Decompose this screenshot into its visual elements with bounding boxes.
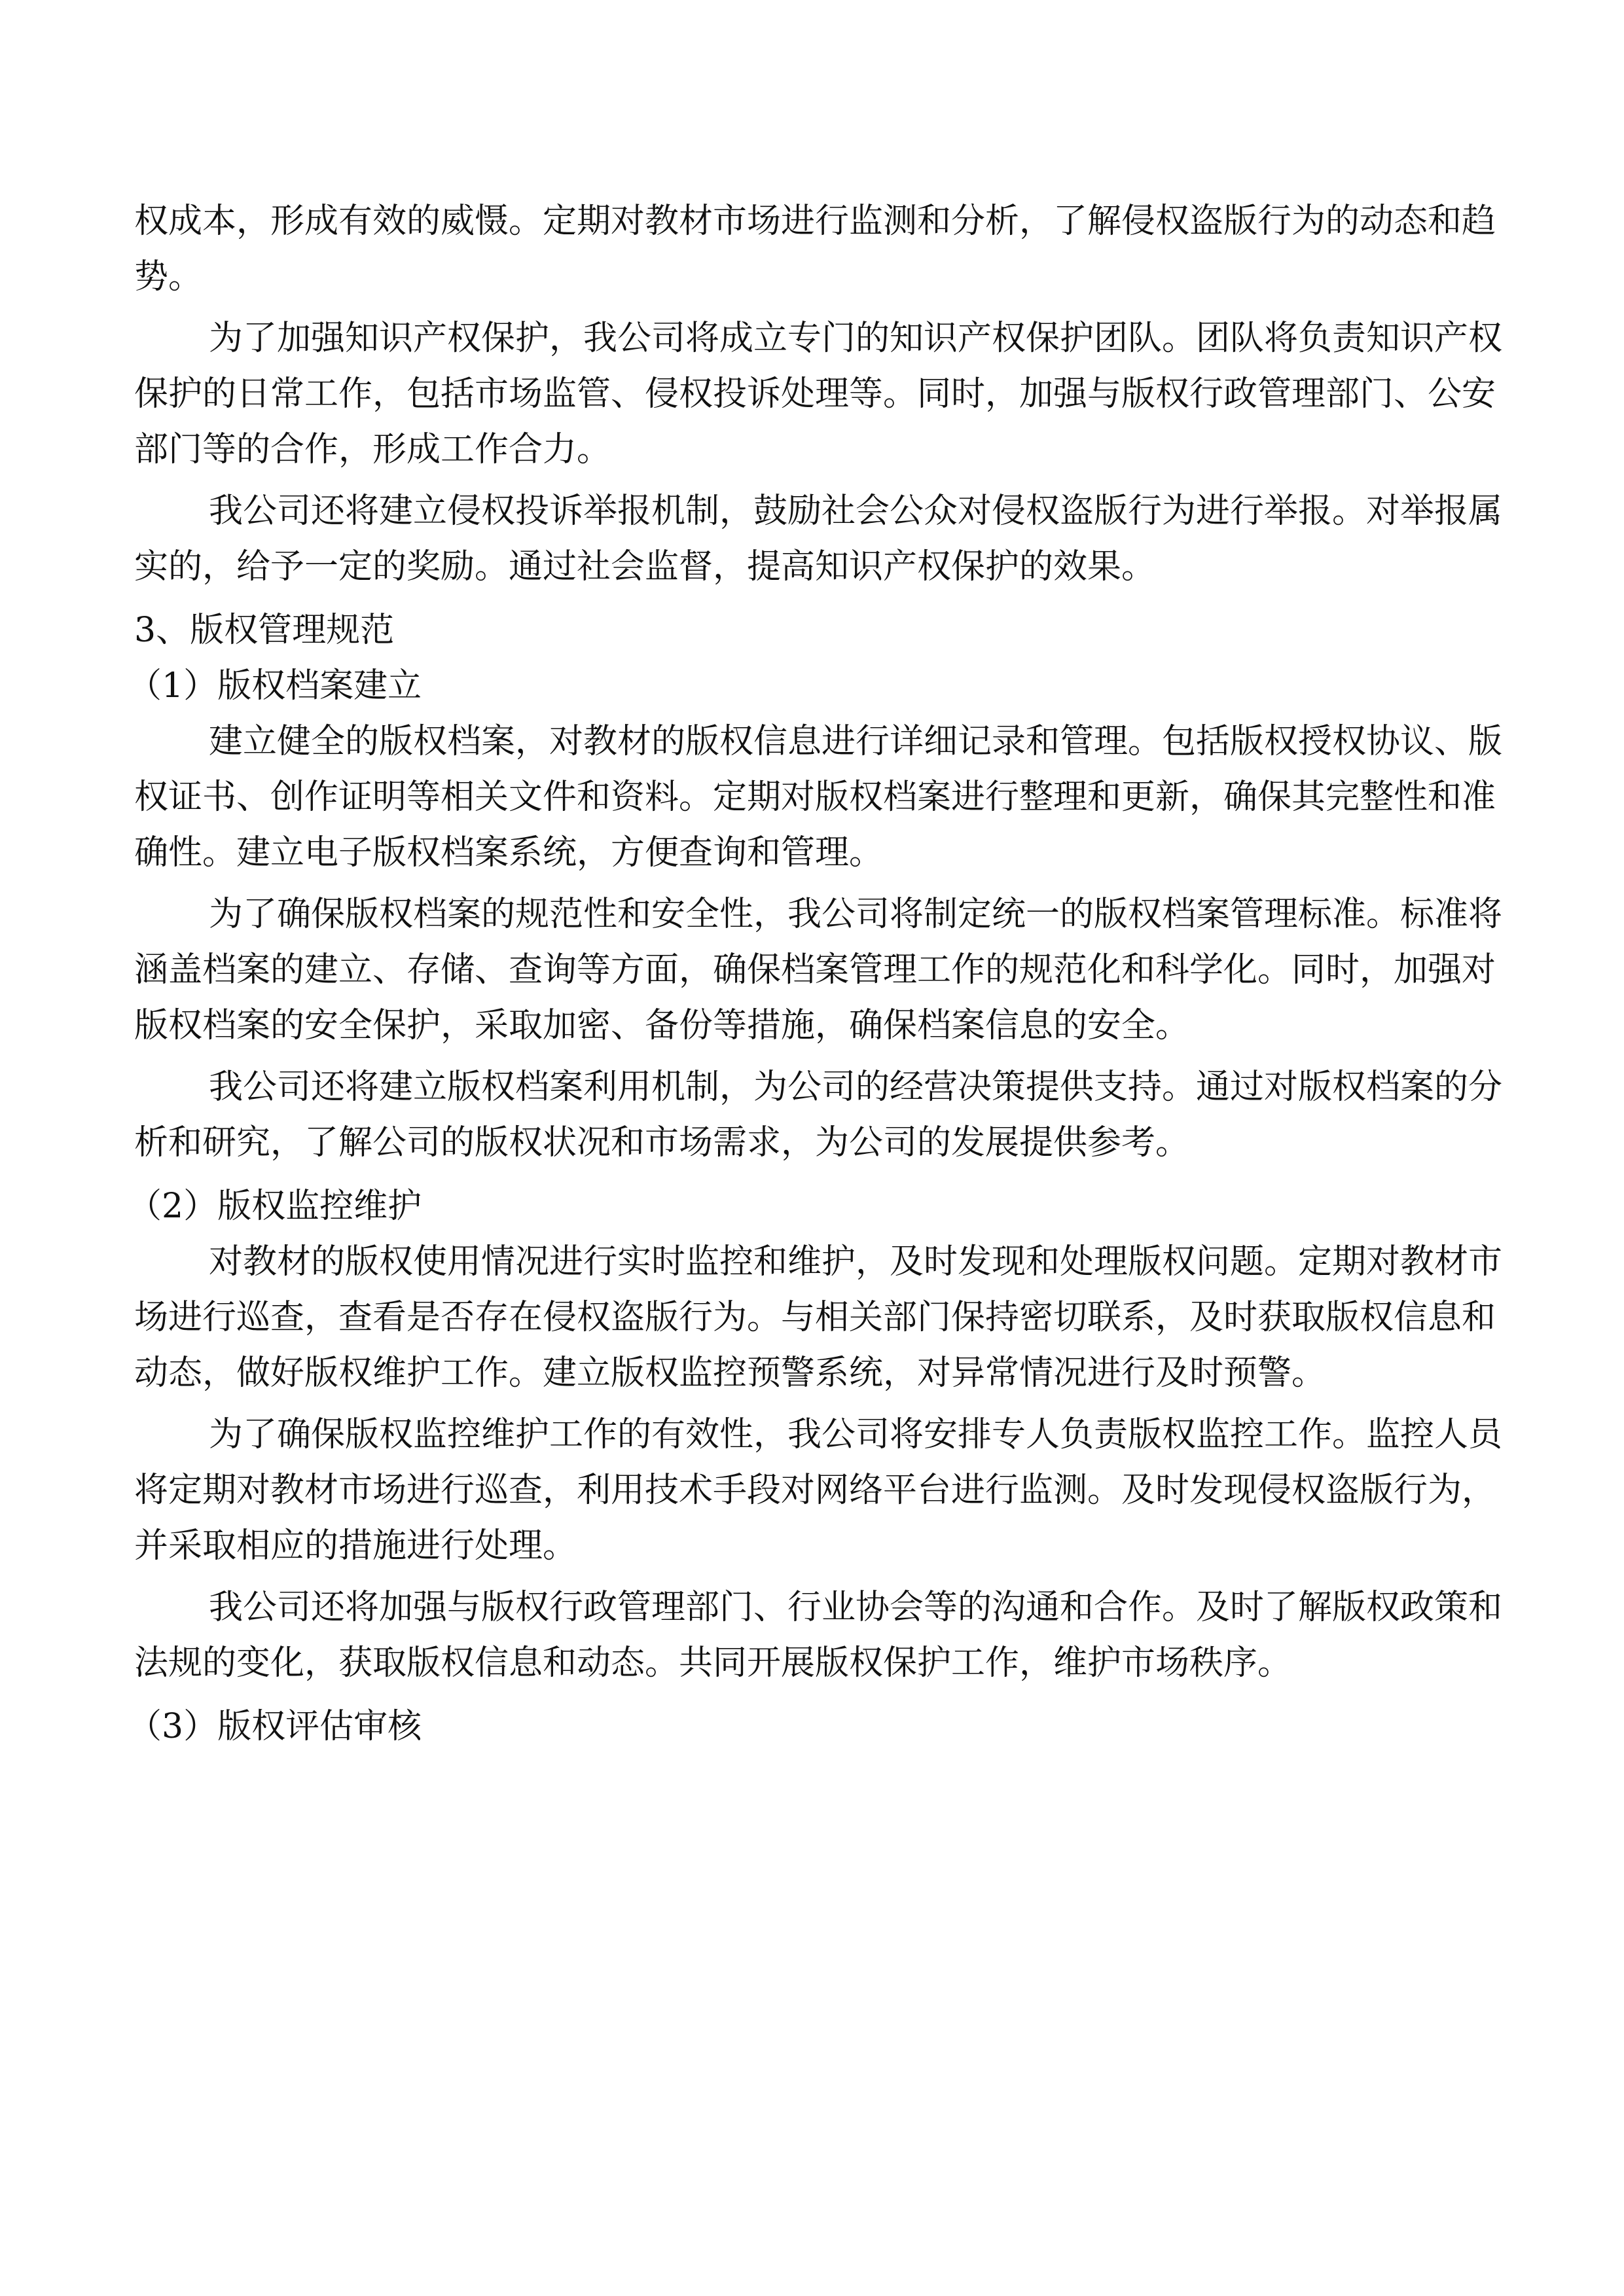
paragraph xyxy=(134,1580,1503,1691)
paragraph-line: 实的，给予一定的奖励。通过社会监督，提高知识产权保护的效果。 xyxy=(134,547,1156,586)
paragraph-line: 权成本，形成有效的威慑。定期对教材市场进行监测和分析，了解侵权盗版行为的动态和趋 xyxy=(134,202,1496,241)
paragraph-line: 为了加强知识产权保护，我公司将成立专门的知识产权保护团队。团队将负责知识产权 xyxy=(209,319,1503,358)
subsection-heading: （1）版权档案建立 xyxy=(128,666,422,706)
paragraph-line: 确性。建立电子版权档案系统，方便查询和管理。 xyxy=(134,833,884,872)
paragraph-line: 涵盖档案的建立、存储、查询等方面，确保档案管理工作的规范化和科学化。同时，加强对 xyxy=(134,950,1496,990)
paragraph-line: 版权档案的安全保护，采取加密、备份等措施，确保档案信息的安全。 xyxy=(134,1006,1190,1045)
paragraph-line: 建立健全的版权档案，对教材的版权信息进行详细记录和管理。包括版权授权协议、版 xyxy=(209,722,1503,761)
document-body xyxy=(128,194,1503,1755)
paragraph xyxy=(134,887,1503,1054)
paragraph-line: 部门等的合作，形成工作合力。 xyxy=(134,430,611,469)
paragraph-line: 权证书、创作证明等相关文件和资料。定期对版权档案进行整理和更新，确保其完整性和准 xyxy=(134,778,1496,817)
paragraph xyxy=(134,1060,1503,1171)
paragraph-line: 为了确保版权监控维护工作的有效性，我公司将安排专人负责版权监控工作。监控人员 xyxy=(209,1415,1503,1454)
subsection-heading: （3）版权评估审核 xyxy=(128,1707,422,1746)
paragraph-line: 对教材的版权使用情况进行实时监控和维护，及时发现和处理版权问题。定期对教材市 xyxy=(209,1242,1503,1282)
paragraph-line: 我公司还将建立版权档案利用机制，为公司的经营决策提供支持。通过对版权档案的分 xyxy=(209,1067,1503,1107)
paragraph-line: 并采取相应的措施进行处理。 xyxy=(134,1526,577,1566)
subsection-heading: （2）版权监控维护 xyxy=(128,1187,422,1226)
paragraph xyxy=(134,1407,1503,1574)
paragraph xyxy=(134,1234,1503,1401)
paragraph-line: 我公司还将加强与版权行政管理部门、行业协会等的沟通和合作。及时了解版权政策和 xyxy=(209,1588,1503,1627)
paragraph xyxy=(134,194,1496,305)
paragraph-line: 析和研究，了解公司的版权状况和市场需求，为公司的发展提供参考。 xyxy=(134,1123,1190,1162)
paragraph-line: 我公司还将建立侵权投诉举报机制，鼓励社会公众对侵权盗版行为进行举报。对举报属 xyxy=(209,492,1503,531)
paragraph xyxy=(134,484,1503,595)
paragraph-line: 场进行巡查，查看是否存在侵权盗版行为。与相关部门保持密切联系，及时获取版权信息和 xyxy=(134,1298,1496,1337)
paragraph xyxy=(134,714,1503,881)
paragraph-line: 保护的日常工作，包括市场监管、侵权投诉处理等。同时，加强与版权行政管理部门、公安 xyxy=(134,374,1496,414)
section-heading: 3、版权管理规范 xyxy=(134,611,395,650)
paragraph-line: 将定期对教材市场进行巡查，利用技术手段对网络平台进行监测。及时发现侵权盗版行为， xyxy=(134,1471,1496,1510)
paragraph xyxy=(134,311,1503,478)
paragraph-line: 法规的变化，获取版权信息和动态。共同开展版权保护工作，维护市场秩序。 xyxy=(134,1643,1292,1683)
paragraph-line: 势。 xyxy=(134,257,203,296)
paragraph-line: 为了确保版权档案的规范性和安全性，我公司将制定统一的版权档案管理标准。标准将 xyxy=(209,895,1503,934)
paragraph-line: 动态，做好版权维护工作。建立版权监控预警系统，对异常情况进行及时预警。 xyxy=(134,1354,1326,1393)
